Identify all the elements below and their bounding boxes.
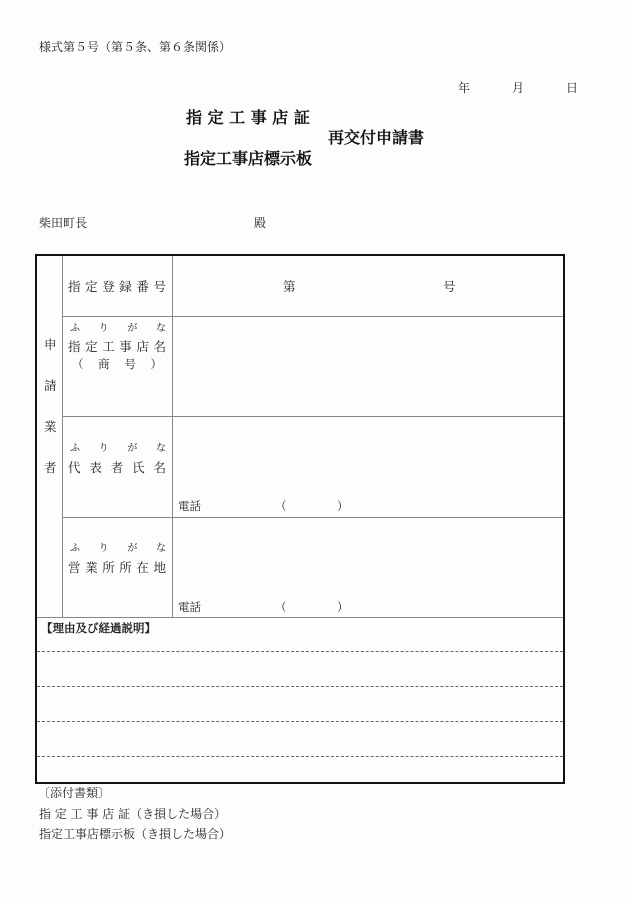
office-address-field[interactable] <box>173 518 563 586</box>
office-phone-field[interactable] <box>207 595 407 615</box>
addressee-honorific: 殿 <box>254 216 267 230</box>
attachment-item-signboard: 指定工事店標示板（き損した場合） <box>39 827 232 841</box>
shop-name-furigana: ふ り が な <box>70 323 166 334</box>
applicant-label-1: 申 <box>44 337 57 352</box>
title-suffix: 再交付申請書 <box>328 128 425 147</box>
representative-label: 代 表 者 氏 名 <box>68 460 166 475</box>
column-divider-1 <box>62 256 63 617</box>
attachments-heading: 〔添付書類〕 <box>38 786 111 800</box>
representative-phone-open: （ <box>275 499 287 513</box>
shop-name-field[interactable] <box>173 317 563 416</box>
representative-phone-field[interactable] <box>207 494 407 514</box>
applicant-label-2: 請 <box>44 378 57 393</box>
applicant-label-4: 者 <box>44 460 57 475</box>
office-phone-label: 電話 <box>178 600 201 614</box>
title-line-signboard: 指定工事店標示板 <box>184 149 313 168</box>
date-year-label: 年 <box>458 81 471 95</box>
row-divider-4 <box>37 617 563 618</box>
date-day-label: 日 <box>566 81 579 95</box>
representative-phone-label: 電話 <box>178 499 201 513</box>
office-address-furigana: ふ り が な <box>70 543 166 554</box>
form-number: 様式第５号（第５条、第６条関係） <box>39 40 232 54</box>
attachment-item-certificate: 指 定 工 事 店 証（き損した場合） <box>39 807 227 821</box>
date-month-label: 月 <box>512 81 525 95</box>
registration-number-field[interactable] <box>173 256 563 316</box>
reason-label: 【理由及び経過説明】 <box>41 621 156 635</box>
applicant-label-3: 業 <box>44 419 57 434</box>
office-address-label: 営 業 所 所 在 地 <box>68 560 166 575</box>
shop-name-sublabel: （ 商 号 ） <box>72 357 162 371</box>
representative-phone-close: ） <box>337 499 349 513</box>
office-phone-open: （ <box>275 600 287 614</box>
addressee-name: 柴田町長 <box>39 216 88 230</box>
title-line-certificate: 指 定 工 事 店 証 <box>186 108 310 127</box>
reason-textarea[interactable] <box>37 636 563 782</box>
representative-furigana: ふ り が な <box>70 443 166 454</box>
registration-number-prefix: 第 <box>283 279 296 294</box>
office-phone-close: ） <box>337 600 349 614</box>
application-table <box>35 254 565 784</box>
registration-number-suffix: 号 <box>443 279 456 294</box>
shop-name-label: 指 定 工 事 店 名 <box>68 339 166 354</box>
representative-name-field[interactable] <box>173 417 563 485</box>
registration-number-label: 指 定 登 録 番 号 <box>68 279 166 294</box>
